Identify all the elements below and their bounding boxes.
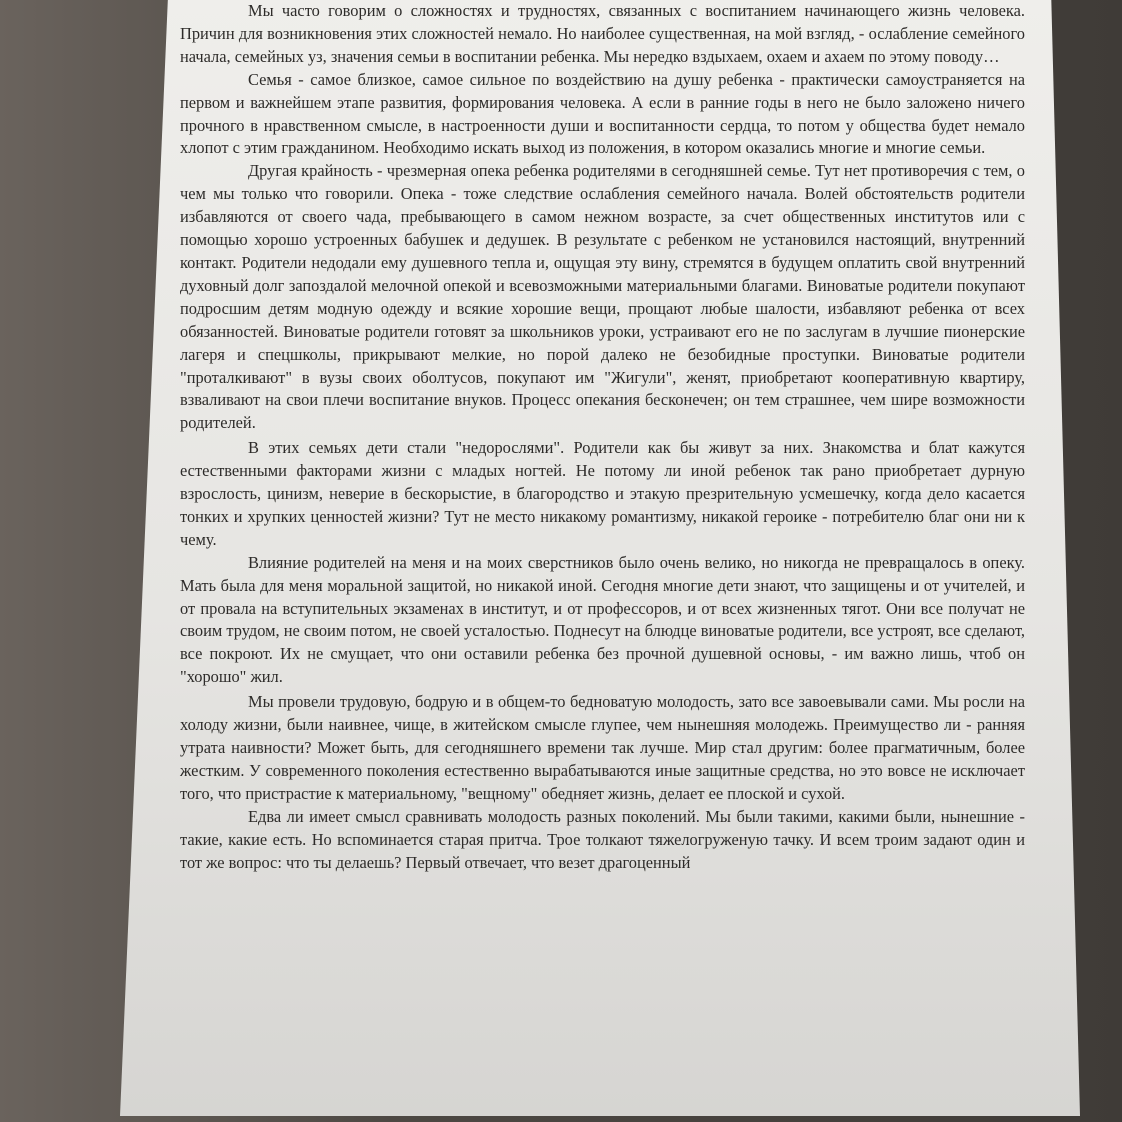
paragraph-4: В этих семьях дети стали "недорослями". Родители как бы живут за них. Знакомства и блат кажутся естественными факторами жизни с младых ногтей. Не потому ли иной ребенок так рано приобретает дурную взрослость, цинизм, неверие в бескорыстие, в благородство и этакую презрительную усмешечку, когда дело касается тонких и хрупких ценностей жизни? Тут не место никакому романтизму, никакой героике - потребителю благ они ни к чему. [180, 438, 1025, 549]
paragraph-3: Другая крайность - чрезмерная опека ребенка родителями в сегодняшней семье. Тут нет противоречия с тем, о чем мы только что говорили. Опека - тоже следствие ослабления семейного начала. Волей обстоятельств родители избавляются от своего чада, пребывающего в самом нежном возрасте, за счет общественных институтов или с помощью хорошо устроенных бабушек и дедушек. В результате с ребенком не установился настоящий, внутренний контакт. Родители недодали ему душевного тепла и, ощущая эту вину, стремятся в будущем оплатить свой внутренний духовный долг запоздалой мелочной опекой и всевозможными материальными благами. Виноватые родители покупают подросшим детям модную одежду и всякие хорошие вещи, прощают любые шалости, избавляют ребенка от всех обязанностей. Виноватые родители готовят за школьников уроки, устраивают его не по заслугам в лучшие пионерские лагеря и спецшколы, прикрывают мелкие, но порой далеко не безобидные проступки. Виноватые родители "проталкивают" в вузы своих оболтусов, покупают им "Жигули", женят, приобретают кооперативную квартиру, взваливают на свои плечи воспитание внуков. Процесс опекания бесконечен; он тем страшнее, чем шире возможности родителей. [180, 161, 1025, 433]
paragraph-1: Мы часто говорим о сложностях и трудностях, связанных с воспитанием начинающего жизнь человека. Причин для возникновения этих сложностей немало. Но наиболее существенная, на мой взгляд, - ослабление семейного начала, семейных уз, значения семьи в воспитании ребенка. Мы нередко вздыхаем, охаем и ахаем по этому поводу… [180, 1, 1025, 66]
paragraph-5: Влияние родителей на меня и на моих сверстников было очень велико, но никогда не превращалось в опеку. Мать была для меня моральной защитой, но никакой иной. Сегодня многие дети знают, что защищены и от учителей, и от провала на вступительных экзаменах в институт, и от профессоров, и от всех жизненных тягот. Они все получат не своим трудом, не своим потом, не своей усталостью. Поднесут на блюдце виноватые родители, все устроят, все сделают, все покроют. Их не смущает, что они оставили ребенка без прочной душевной основы, - им важно лишь, чтоб он "хорошо" жил. [180, 552, 1025, 687]
paragraph-6: Мы провели трудовую, бодрую и в общем-то бедноватую молодость, зато все завоевывали сами. Мы росли на холоду жизни, были наивнее, чище, в житейском смысле глупее, чем нынешняя молодежь. Преимущество ли - ранняя утрата наивности? Может быть, для сегодняшнего времени так лучше. Мир стал другим: более прагматичным, более жестким. У современного поколения естественно вырабатываются иные защитные средства, но это вовсе не исключает того, что пристрастие к материальному, "вещному" обедняет жизнь, делает ее плоской и сухой. [180, 692, 1025, 803]
document-body [180, 0, 1025, 874]
paragraph-7: Едва ли имеет смысл сравнивать молодость разных поколений. Мы были такими, какими были, нынешние - такие, какие есть. Но вспоминается старая притча. Трое толкают тяжелогруженую тачку. И всем троим задают один и тот же вопрос: что ты делаешь? Первый отвечает, что везет драгоценный [180, 806, 1025, 872]
paragraph-2: Семья - самое близкое, самое сильное по воздействию на душу ребенка - практически самоустраняется на первом и важнейшем этапе развития, формирования человека. А если в ранние годы в него не было заложено ничего прочного в нравственном смысле, в настроенности души и воспитанности сердца, то потом у общества будет немало хлопот с этим гражданином. Необходимо искать выход из положения, в котором оказались многие и многие семьи. [180, 69, 1025, 158]
